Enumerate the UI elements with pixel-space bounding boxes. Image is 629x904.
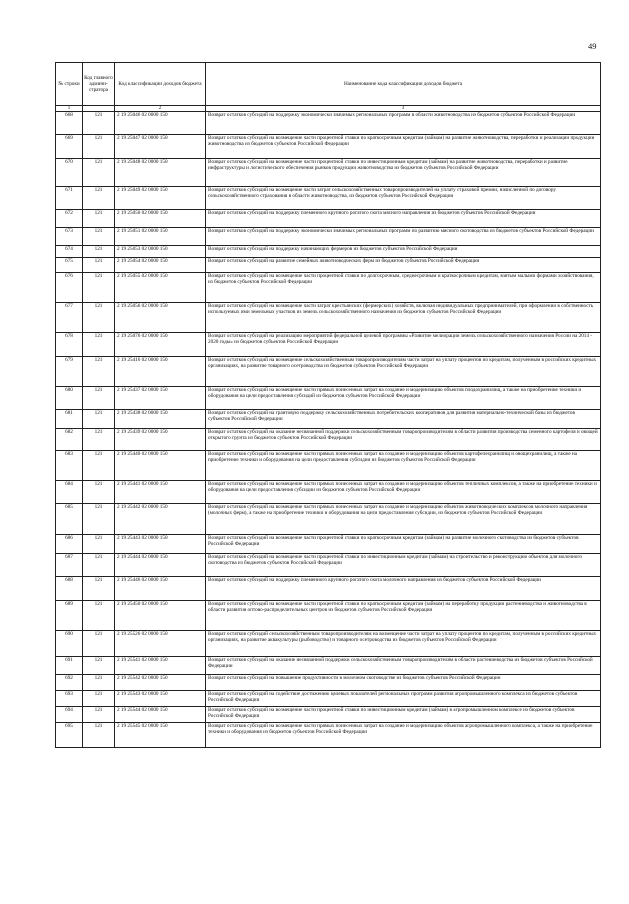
classification-code-cell: 2 19 25076 02 0000 150 — [115, 333, 206, 357]
code-name-cell: Возврат остатков субсидий на возмещение части процентной ставки по инвестиционным кредитам (займам) на развитие животноводства, переработки и развитие инфраструктуры и логистического обеспечения рынков продукции животноводства из бюджетов субъектов Российской Федерации — [206, 159, 601, 187]
classification-code-cell: 2 19 25446 02 0000 150 — [115, 577, 206, 601]
code-name-cell: Возврат остатков субсидий на возмещение сельскохозяйственным товаропроизводителям части затрат на уплату процентов по кредитам, полученным в российских кредитных организациях, на развитие товарного осетроводства из бюджетов субъектов Российской Федерации — [206, 357, 601, 387]
header-classification-code: Код классификации доходов бюджета — [115, 63, 206, 106]
code-name-cell: Возврат остатков субсидий на реализацию мероприятий федеральной целевой программы «Развитие мелиорации земель сельскохозяйственного назначения России на 2014 - 2020 годы» из бюджетов субъектов Российской Федерации — [206, 333, 601, 357]
row-number-cell: 695 — [56, 723, 83, 748]
admin-code-cell: 121 — [83, 504, 115, 535]
table-row — [56, 481, 601, 504]
table-row — [56, 410, 601, 429]
table-row — [56, 554, 601, 577]
code-name-cell: Возврат остатков субсидий сельскохозяйственным товаропроизводителям на возмещение части затрат на уплату процентов по кредитам, полученным в российских кредитных организациях, на развитие аквакультуры (рыбоводство) и товарного осетроводства из бюджетов субъектов Российской Федерации — [206, 631, 601, 657]
row-number-cell: 683 — [56, 451, 83, 481]
table-row — [56, 387, 601, 410]
table-body — [56, 112, 601, 748]
table-row — [56, 707, 601, 723]
row-number-cell: 674 — [56, 246, 83, 258]
classification-code-cell: 2 19 25541 02 0000 150 — [115, 657, 206, 675]
header-row-number: № строки — [56, 63, 83, 106]
row-number-cell: 686 — [56, 535, 83, 554]
table-row — [56, 112, 601, 135]
table-row — [56, 210, 601, 228]
header-admin-code: Код главного админи-стратора — [83, 63, 115, 106]
row-number-cell: 682 — [56, 429, 83, 451]
admin-code-cell: 121 — [83, 429, 115, 451]
table-row — [56, 691, 601, 707]
table-row — [56, 333, 601, 357]
admin-code-cell: 121 — [83, 228, 115, 246]
classification-code-cell: 2 19 25438 02 0000 150 — [115, 410, 206, 429]
row-number-cell: 688 — [56, 577, 83, 601]
code-name-cell: Возврат остатков субсидий на возмещение части процентной ставки по инвестиционным кредитам (займам) на строительство и реконструкцию объектов для молочного скотоводства из бюджетов субъектов Российской Федерации — [206, 554, 601, 577]
code-name-cell: Возврат остатков субсидий на возмещение части затрат сельскохозяйственных товаропроизводителей на уплату страховой премии, начисленной по договору сельскохозяйственного страхования в области животноводства, из бюджетов субъектов Российской Федерации — [206, 187, 601, 210]
row-number-cell: 687 — [56, 554, 83, 577]
admin-code-cell: 121 — [83, 535, 115, 554]
table-row — [56, 723, 601, 748]
code-name-cell: Возврат остатков субсидий на возмещение части процентной ставки по краткосрочным кредитам (займам) на развитие молочного скотоводства из бюджетов субъектов Российской Федерации — [206, 535, 601, 554]
classification-code-cell: 2 19 25526 02 0000 150 — [115, 631, 206, 657]
admin-code-cell: 121 — [83, 135, 115, 159]
code-name-cell: Возврат остатков субсидий на поддержку начинающих фермеров из бюджетов субъектов Российской Федерации — [206, 246, 601, 258]
code-name-cell: Возврат остатков субсидий на возмещение части процентной ставки по инвестиционным кредитам (займам) в агропромышленном комплексе из бюджетов субъектов Российской Федерации — [206, 707, 601, 723]
admin-code-cell: 121 — [83, 357, 115, 387]
page-number: 49 — [588, 41, 597, 51]
row-number-cell: 690 — [56, 631, 83, 657]
classification-code-cell: 2 19 25056 02 0000 150 — [115, 303, 206, 333]
classification-code-cell: 2 19 25442 02 0000 150 — [115, 504, 206, 535]
admin-code-cell: 121 — [83, 723, 115, 748]
admin-code-cell: 121 — [83, 303, 115, 333]
table-row — [56, 429, 601, 451]
table-row — [56, 504, 601, 535]
classification-code-cell: 2 19 25443 02 0000 150 — [115, 535, 206, 554]
code-name-cell: Возврат остатков субсидий на возмещение части прямых понесенных затрат на создание и модернизацию объектов плодохранилищ, а также на приобретение техники и оборудования на цели предоставления субсидий из бюджетов субъектов Российской Федерации — [206, 387, 601, 410]
admin-code-cell: 121 — [83, 112, 115, 135]
code-name-cell: Возврат остатков субсидий на возмещение части процентной ставки по краткосрочным кредитам (займам) на переработку продукции растениеводства и животноводства в области развития оптово-распределительных центров из бюджетов субъектов Российской Федерации — [206, 601, 601, 631]
row-number-cell: 670 — [56, 159, 83, 187]
admin-code-cell: 121 — [83, 210, 115, 228]
code-name-cell: Возврат остатков субсидий на содействие достижению целевых показателей региональных программ развития агропромышленного комплекса из бюджетов субъектов Российской Федерации — [206, 691, 601, 707]
admin-code-cell: 121 — [83, 187, 115, 210]
admin-code-cell: 121 — [83, 707, 115, 723]
header-code-name: Наименование кода классификации доходов бюджета — [206, 63, 601, 106]
classification-code-cell: 2 19 25051 02 0000 150 — [115, 228, 206, 246]
table-row — [56, 451, 601, 481]
column-number: 2 — [115, 106, 206, 112]
classification-code-cell: 2 19 25050 02 0000 150 — [115, 210, 206, 228]
code-name-cell: Возврат остатков субсидий на возмещение части процентной ставки по краткосрочным кредитам (займам) на развитие животноводства, переработки и реализации продукции животноводства из бюджетов субъектов Российской Федерации — [206, 135, 601, 159]
classification-code-cell: 2 19 25544 02 0000 150 — [115, 707, 206, 723]
row-number-cell: 676 — [56, 273, 83, 303]
row-number-cell: 691 — [56, 657, 83, 675]
classification-code-cell: 2 19 25543 02 0000 150 — [115, 691, 206, 707]
code-name-cell: Возврат остатков субсидий на возмещение части прямых понесенных затрат на создание и модернизацию объектов картофелехранилищ и овощехранилищ, а также на приобретение техники и оборудования на цели предоставления субсидии из бюджетов субъектов Российской Федерации — [206, 451, 601, 481]
admin-code-cell: 121 — [83, 333, 115, 357]
code-name-cell: Возврат остатков субсидий на поддержку экономически значимых региональных программ в области животноводства из бюджетов субъектов Российской Федерации — [206, 112, 601, 135]
admin-code-cell: 121 — [83, 577, 115, 601]
code-name-cell: Возврат остатков субсидий на развитие семейных животноводческих ферм из бюджетов субъектов Российской Федерации — [206, 258, 601, 273]
code-name-cell: Возврат остатков субсидий на возмещение части прямых понесенных затрат на создание и модернизацию объектов агропромышленного комплекса, а также на приобретение техники и оборудования из бюджетов субъектов Российской Федерации — [206, 723, 601, 748]
row-number-cell: 681 — [56, 410, 83, 429]
classification-code-cell: 2 19 25440 02 0000 150 — [115, 451, 206, 481]
table-row — [56, 675, 601, 691]
row-number-cell: 685 — [56, 504, 83, 535]
admin-code-cell: 121 — [83, 410, 115, 429]
table-row — [56, 246, 601, 258]
code-name-cell: Возврат остатков субсидий на поддержку племенного крупного рогатого скота мясного направления из бюджетов субъектов Российской Федерации — [206, 210, 601, 228]
row-number-cell: 671 — [56, 187, 83, 210]
row-number-cell: 679 — [56, 357, 83, 387]
row-number-cell: 684 — [56, 481, 83, 504]
table-row — [56, 159, 601, 187]
row-number-cell: 675 — [56, 258, 83, 273]
classification-code-cell: 2 19 25047 02 0000 150 — [115, 135, 206, 159]
code-name-cell: Возврат остатков субсидий на поддержку экономически значимых региональных программ по развитию мясного скотоводства из бюджетов субъектов Российской Федерации — [206, 228, 601, 246]
table-row — [56, 601, 601, 631]
classification-code-cell: 2 19 25450 02 0000 150 — [115, 601, 206, 631]
row-number-cell: 672 — [56, 210, 83, 228]
classification-code-cell: 2 19 25437 02 0000 150 — [115, 387, 206, 410]
row-number-cell: 668 — [56, 112, 83, 135]
admin-code-cell: 121 — [83, 691, 115, 707]
admin-code-cell: 121 — [83, 387, 115, 410]
admin-code-cell: 121 — [83, 631, 115, 657]
admin-code-cell: 121 — [83, 481, 115, 504]
code-name-cell: Возврат остатков субсидий на возмещение части прямых понесенных затрат на создание и модернизацию объектов животноводческих комплексов молочного направления (молочных ферм), а также на приобретение техники и оборудования на цели предоставления субсидии, из бюджетов субъектов Российской Федерации — [206, 504, 601, 535]
code-name-cell: Возврат остатков субсидий на возмещение части прямых понесенных затрат на создание и модернизацию объектов тепличных комплексов, а также на приобретение техники и оборудования на цели предоставления субсидии из бюджетов субъектов Российской Федерации — [206, 481, 601, 504]
classification-code-cell: 2 19 25048 02 0000 150 — [115, 159, 206, 187]
table-row — [56, 657, 601, 675]
code-name-cell: Возврат остатков субсидий на возмещение части процентной ставки по долгосрочным, среднесрочным и краткосрочным кредитам, взятым малыми формами хозяйствования, из бюджетов субъектов Российской Федерации — [206, 273, 601, 303]
classification-code-cell: 2 19 25049 02 0000 150 — [115, 187, 206, 210]
row-number-cell: 694 — [56, 707, 83, 723]
row-number-cell: 680 — [56, 387, 83, 410]
table-row — [56, 273, 601, 303]
table-row — [56, 135, 601, 159]
code-name-cell: Возврат остатков субсидий на повышение продуктивности в молочном скотоводстве из бюджетов субъектов Российской Федерации — [206, 675, 601, 691]
table-row — [56, 357, 601, 387]
row-number-cell: 678 — [56, 333, 83, 357]
classification-code-cell: 2 19 25441 02 0000 150 — [115, 481, 206, 504]
code-name-cell: Возврат остатков субсидий на возмещение части затрат крестьянских (фермерских) хозяйств, включая индивидуальных предпринимателей, при оформлении в собственность используемых ими земельных участков из земель сельскохозяйственного назначения из бюджетов субъектов Российской Федерации — [206, 303, 601, 333]
admin-code-cell: 121 — [83, 657, 115, 675]
table-row — [56, 303, 601, 333]
revenue-classification-table — [55, 62, 601, 748]
admin-code-cell: 121 — [83, 451, 115, 481]
admin-code-cell: 121 — [83, 246, 115, 258]
admin-code-cell: 121 — [83, 554, 115, 577]
table-row — [56, 187, 601, 210]
table-header-row — [56, 63, 601, 106]
classification-code-cell: 2 19 25545 02 0000 150 — [115, 723, 206, 748]
code-name-cell: Возврат остатков субсидий на оказание несвязанной поддержки сельскохозяйственным товаропроизводителям в области растениеводства из бюджетов субъектов Российской Федерации — [206, 657, 601, 675]
table-row — [56, 258, 601, 273]
classification-code-cell: 2 19 25046 02 0000 150 — [115, 112, 206, 135]
classification-code-cell: 2 19 25439 02 0000 150 — [115, 429, 206, 451]
row-number-cell: 677 — [56, 303, 83, 333]
table-row — [56, 535, 601, 554]
code-name-cell: Возврат остатков субсидий на оказание несвязанной поддержки сельскохозяйственным товаропроизводителям в области развития производства семенного картофеля и овощей открытого грунта из бюджетов субъектов Российской Федерации — [206, 429, 601, 451]
classification-code-cell: 2 19 25444 02 0000 150 — [115, 554, 206, 577]
admin-code-cell: 121 — [83, 601, 115, 631]
table-row — [56, 631, 601, 657]
classification-code-cell: 2 19 25054 02 0000 150 — [115, 258, 206, 273]
code-name-cell: Возврат остатков субсидий на поддержку племенного крупного рогатого скота молочного направления из бюджетов субъектов Российской Федерации — [206, 577, 601, 601]
row-number-cell: 693 — [56, 691, 83, 707]
row-number-cell: 673 — [56, 228, 83, 246]
row-number-cell: 689 — [56, 601, 83, 631]
row-number-cell: 669 — [56, 135, 83, 159]
column-number: 1 — [56, 106, 83, 112]
classification-code-cell: 2 19 25416 02 0000 150 — [115, 357, 206, 387]
admin-code-cell: 121 — [83, 273, 115, 303]
admin-code-cell: 121 — [83, 159, 115, 187]
column-number: 3 — [206, 106, 601, 112]
table-row — [56, 228, 601, 246]
classification-code-cell: 2 19 25542 02 0000 150 — [115, 675, 206, 691]
row-number-cell: 692 — [56, 675, 83, 691]
classification-code-cell: 2 19 25055 02 0000 150 — [115, 273, 206, 303]
admin-code-cell: 121 — [83, 675, 115, 691]
admin-code-cell: 121 — [83, 258, 115, 273]
classification-code-cell: 2 19 25053 02 0000 150 — [115, 246, 206, 258]
table-row — [56, 577, 601, 601]
code-name-cell: Возврат остатков субсидий на грантовую поддержку сельскохозяйственных потребительских кооперативов для развития материально-технической базы из бюджетов субъектов Российской Федерации — [206, 410, 601, 429]
